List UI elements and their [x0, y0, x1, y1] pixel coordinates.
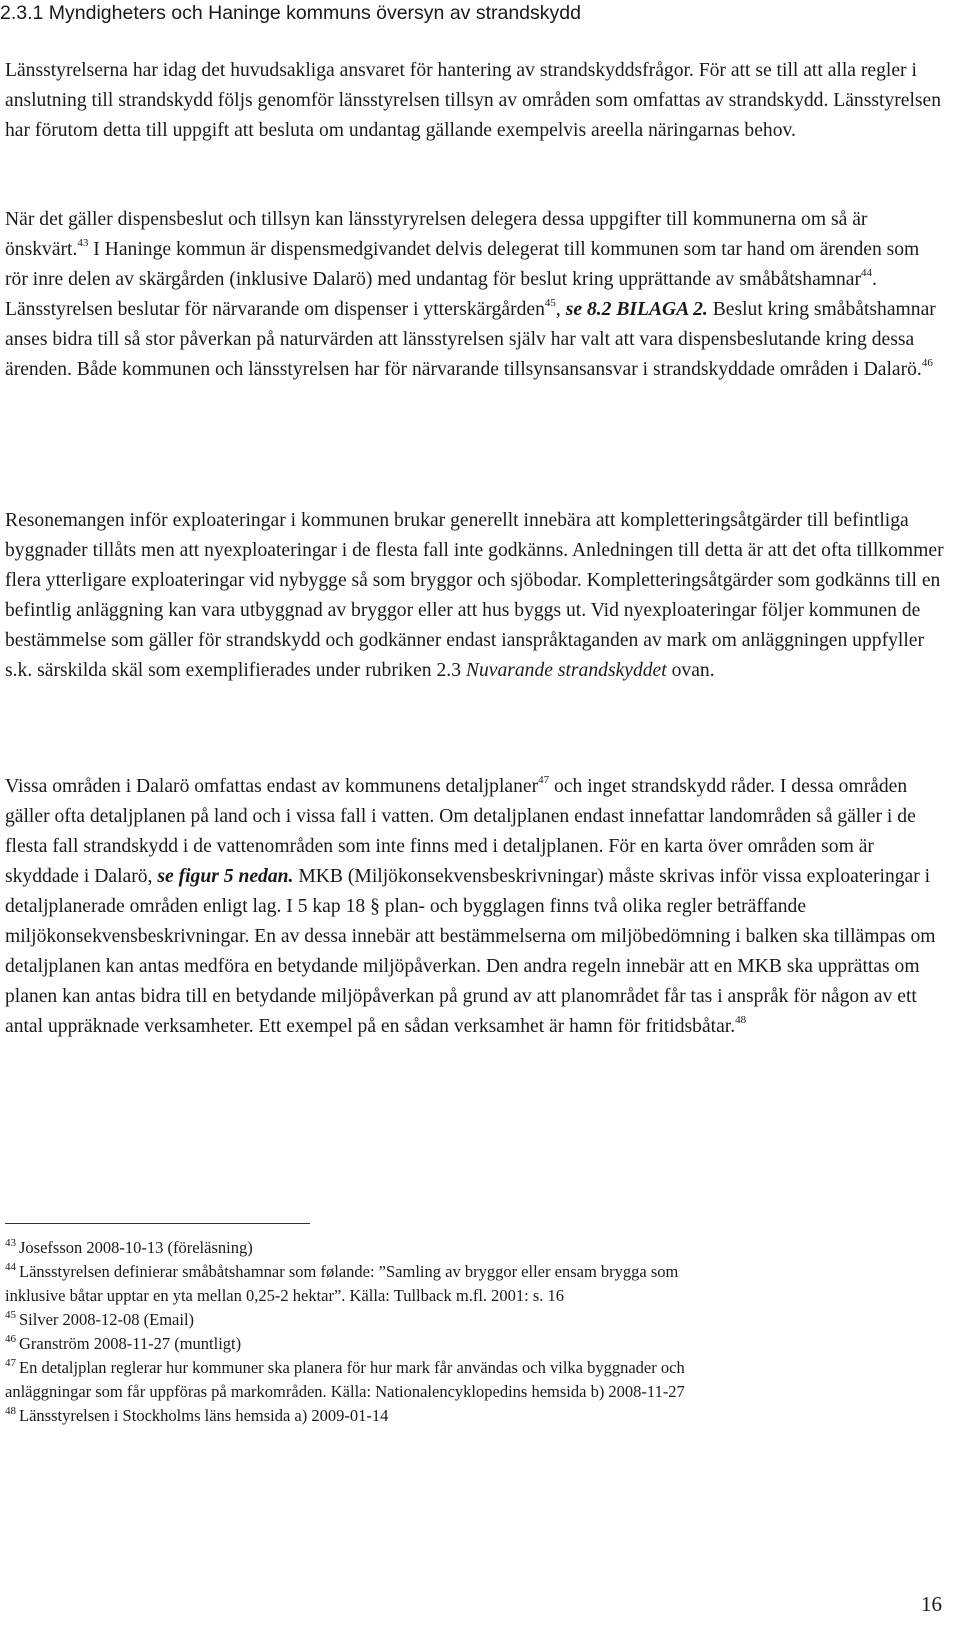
footnote-ref-48[interactable]: 48 [735, 1014, 747, 1026]
paragraph-2-text: . Länsstyrelsen beslutar för närvarande om dispenser i ytterskärgården [5, 269, 877, 320]
footnote-text: anläggningar som får uppföras på markområden. Källa: Nationalencyklopedins hemsida b) 2008-11-27 [5, 1382, 685, 1401]
paragraph-3 [5, 506, 945, 686]
footnote-text: inklusive båtar upptar en yta mellan 0,25-2 hektar”. Källa: Tullback m.fl. 2001: s. 16 [5, 1286, 565, 1305]
paragraph-3-text: Resonemangen inför exploateringar i kommunen brukar generellt innebära att kompletteringsåtgärder till befintliga byggnader tillåts men att nyexploateringar i de flesta fall inte godkänns. Anledningen till detta är att det ofta tillkommer flera ytterligare exploateringar vid nybygge så som bryggor och sjöbodar. Kompletteringsåtgärder som godkänns till en befintlig anläggning kan vara utbyggnad av bryggor eller att hus byggs ut. Vid nyexploateringar följer kommunen de bestämmelse som gäller för strandskydd och godkänner endast ianspråktaganden av mark om anläggningen uppfyller s.k. särskilda skäl som exemplifierades under rubriken 2.3 [5, 510, 944, 681]
footnote-ref-44[interactable]: 44 [861, 267, 873, 279]
footnote-number: 43 [5, 1237, 16, 1249]
footnote-number: 48 [5, 1405, 16, 1417]
footnote-text: Länsstyrelsen i Stockholms läns hemsida a) 2009-01-14 [19, 1406, 389, 1425]
footnote-46 [5, 1332, 940, 1356]
footnote-44-continued [5, 1284, 940, 1308]
footnote-text: Silver 2008-12-08 (Email) [19, 1310, 195, 1329]
footnote-number: 46 [5, 1333, 16, 1345]
footnote-48 [5, 1404, 940, 1428]
footnote-number: 47 [5, 1357, 16, 1369]
paragraph-1: Länsstyrelserna har idag det huvudsakliga ansvaret för hantering av strandskyddsfrågor. För att se till att alla regler i anslutning till strandskydd följs genomför länsstyrelsen tillsyn av områden som omfattas av strandskydd. Länsstyrelsen har förutom detta till uppgift att besluta om undantag gällande exempelvis areella näringarnas behov. [5, 60, 942, 141]
footnote-45 [5, 1308, 940, 1332]
footnote-number: 45 [5, 1309, 16, 1321]
footnote-text: Josefsson 2008-10-13 (föreläsning) [19, 1238, 253, 1257]
footnotes [5, 1236, 940, 1428]
footnote-number: 44 [5, 1261, 16, 1273]
footnote-ref-47[interactable]: 47 [538, 774, 550, 786]
appendix-reference[interactable]: se 8.2 BILAGA 2. [565, 299, 708, 320]
page-number: 16 [921, 1592, 942, 1616]
paragraph-4-text: MKB (Miljökonsekvensbeskrivningar) måste skrivas inför vissa exploateringar i detaljplanerade områden enligt lag. I 5 kap 18 § plan- och bygglagen finns två olika regler beträffande miljökonsekvensbeskrivningar. En av dessa innebär att bestämmelserna om miljöbedömning i balken ska tillämpas om detaljplanen kan antas medföra en betydande miljöpåverkan. Den andra regeln innebär att en MKB ska upprättas om planen kan antas bidra till en betydande miljöpåverkan på grund av att planområdet får tas i anspråk för någon av ett antal uppräknade verksamheter. Ett exempel på en sådan verksamhet är hamn för fritidsbåtar. [5, 866, 936, 1037]
figure-reference[interactable]: se figur 5 nedan. [157, 866, 294, 887]
footnote-text: En detaljplan reglerar hur kommuner ska planera för hur mark får användas och vilka byggnader och [19, 1358, 685, 1377]
section-reference[interactable]: Nuvarande strandskyddet [465, 660, 667, 681]
paragraph-2 [5, 205, 945, 385]
paragraph-2-text: När det gäller dispensbeslut och tillsyn kan länsstyryrelsen delegera dessa uppgifter till kommunerna om så är önskvärt. [5, 209, 868, 260]
footnote-47 [5, 1356, 940, 1380]
footnote-text: Länsstyrelsen definierar småbåtshamnar som følande: ”Samling av bryggor eller ensam brygga som [19, 1262, 679, 1281]
footnote-43 [5, 1236, 940, 1260]
paragraph-3-text: ovan. [666, 660, 715, 681]
footnote-ref-46[interactable]: 46 [921, 357, 933, 369]
footnote-47-continued [5, 1380, 940, 1404]
paragraph-2-text: Beslut kring småbåtshamnar anses bidra till så stor påverkan på naturvärden att länsstyrelsen själv har valt att vara dispensbeslutande kring dessa ärenden. Både kommunen och länsstyrelsen har för närvarande tillsynsansansvar i strandskyddade områden i Dalarö. [5, 299, 936, 380]
section-heading: 2.3.1 Myndigheters och Haninge kommuns översyn av strandskydd [0, 2, 581, 24]
paragraph-4-text: Vissa områden i Dalarö omfattas endast av kommunens detaljplaner [5, 776, 539, 797]
footnote-divider [5, 1223, 310, 1224]
paragraph-2-text: I Haninge kommun är dispensmedgivandet delvis delegerat till kommunen som tar hand om ärenden som rör inre delen av skärgården (inklusive Dalarö) med undantag för beslut kring upprättande av småbåtshamnar [5, 239, 920, 290]
paragraph-4 [5, 772, 945, 1042]
footnote-44 [5, 1260, 940, 1284]
footnote-text: Granström 2008-11-27 (muntligt) [19, 1334, 242, 1353]
paragraph-4-text: och inget strandskydd råder. I dessa områden gäller ofta detaljplanen på land och i vissa fall i vatten. Om detaljplanen endast innefattar landområden så gäller i de flesta fall strandskydd i de vattenområden som inte finns med i detaljplanen. För en karta över områden som är skyddade i Dalarö, [5, 776, 916, 887]
paragraph-2-text: , [555, 299, 566, 320]
footnote-ref-43[interactable]: 43 [77, 237, 89, 249]
footnote-ref-45[interactable]: 45 [544, 297, 556, 309]
